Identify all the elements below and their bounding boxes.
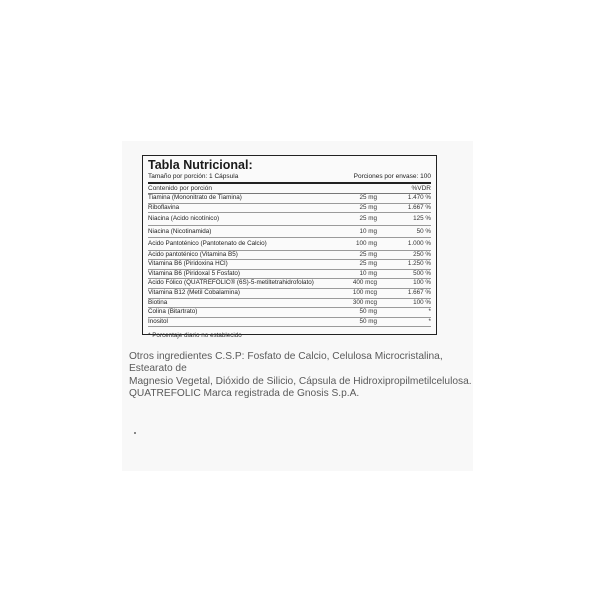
nutrient-amount: 25 mg <box>359 260 377 268</box>
nutrient-amount: 400 mcg <box>352 279 377 287</box>
nutrient-row <box>148 308 431 318</box>
content-header: Contenido por porción <box>148 185 212 192</box>
ingredients-line: Otros ingredientes C.S.P: Fosfato de Calcio, Celulosa Microcristalina, Estearato de <box>129 351 443 375</box>
nutrient-amount: 100 mcg <box>352 289 377 297</box>
nutrient-name: Vitamina B6 (Piridoxal 5 Fosfato) <box>148 269 240 277</box>
nutrient-vdr: 1.667 % <box>407 203 431 211</box>
nutrient-row <box>148 213 431 226</box>
nutrient-amount: 25 mg <box>359 194 377 201</box>
nutrient-vdr: 500 % <box>413 269 431 277</box>
nutrient-name: Colina (Bitartrato) <box>148 308 198 316</box>
nutrient-vdr: 1.667 % <box>407 289 431 297</box>
nutrient-name: Vitamina B6 (Piridoxina HCl) <box>148 260 228 268</box>
nutrient-row <box>148 270 431 280</box>
ingredients-text <box>129 351 474 401</box>
footnote: * Porcentaje diario no establecido <box>148 332 242 340</box>
nutrient-amount: 10 mg <box>359 269 377 277</box>
nutrient-amount: 300 mcg <box>352 298 377 306</box>
servings-per-container: Porciones por envase: 100 <box>353 173 431 180</box>
nutrient-row <box>148 318 431 328</box>
nutrient-amount: 100 mg <box>355 240 377 248</box>
nutrient-row <box>148 289 431 299</box>
nutrient-vdr: 1.250 % <box>407 260 431 268</box>
nutrient-row <box>148 251 431 261</box>
stray-mark <box>134 432 136 434</box>
nutrient-row <box>148 279 431 289</box>
nutrient-row <box>148 226 431 239</box>
nutrient-amount: 25 mg <box>359 250 377 258</box>
serving-size: Tamaño por porción: 1 Cápsula <box>148 173 239 180</box>
table-header-row <box>148 184 431 194</box>
nutrient-amount: 10 mg <box>359 227 377 235</box>
nutrient-name: Vitamina B12 (Metil Cobalamina) <box>148 289 240 297</box>
nutrient-row <box>148 238 431 251</box>
nutrient-vdr: 100 % <box>413 279 431 287</box>
serving-info-row <box>148 173 431 184</box>
nutrient-vdr: 50 % <box>416 227 431 235</box>
table-title: Tabla Nutricional: <box>148 158 253 172</box>
nutrient-name: Niacina (Nicotinamida) <box>148 227 212 235</box>
nutrient-name: Riboflavina <box>148 203 180 211</box>
nutrient-name: Niacina (Acido nicotínico) <box>148 215 220 223</box>
nutrient-amount: 50 mg <box>359 308 377 316</box>
ingredients-line: Magnesio Vegetal, Dióxido de Silicio, Cápsula de Hidroxipropilmetilcelulosa. <box>129 375 472 387</box>
nutrient-amount: 25 mg <box>359 203 377 211</box>
nutrient-vdr: * <box>428 308 431 316</box>
nutrient-name: Biotina <box>148 298 168 306</box>
nutrient-vdr: * <box>428 317 431 325</box>
nutrient-row <box>148 194 431 204</box>
nutrient-vdr: 125 % <box>413 215 431 223</box>
vdr-header: %VDR <box>411 185 431 192</box>
nutrition-facts-table <box>142 155 437 340</box>
nutrient-vdr: 100 % <box>413 298 431 306</box>
nutrient-row <box>148 260 431 270</box>
nutrient-amount: 25 mg <box>359 215 377 223</box>
nutrient-amount: 50 mg <box>359 317 377 325</box>
nutrient-name: Inositol <box>148 317 168 325</box>
nutrient-row <box>148 204 431 214</box>
nutrient-row <box>148 299 431 309</box>
nutrient-vdr: 1.000 % <box>407 240 431 248</box>
nutrient-vdr: 250 % <box>413 250 431 258</box>
ingredients-line: QUATREFOLIC Marca registrada de Gnosis S.p.A. <box>129 388 360 400</box>
nutrient-name: Tiamina (Mononitrato de Tiamina) <box>148 194 242 201</box>
nutrient-name: Acido pantoténico (Vitamina B5) <box>148 250 238 258</box>
nutrient-vdr: 1.470 % <box>407 194 431 201</box>
nutrient-name: Acido Pantoténico (Pantotenato de Calcio) <box>148 240 267 248</box>
nutrient-name: Acido Fólico (QUATREFOLIC® (6S)-5-metiltetrahidrofolato) <box>148 279 314 287</box>
